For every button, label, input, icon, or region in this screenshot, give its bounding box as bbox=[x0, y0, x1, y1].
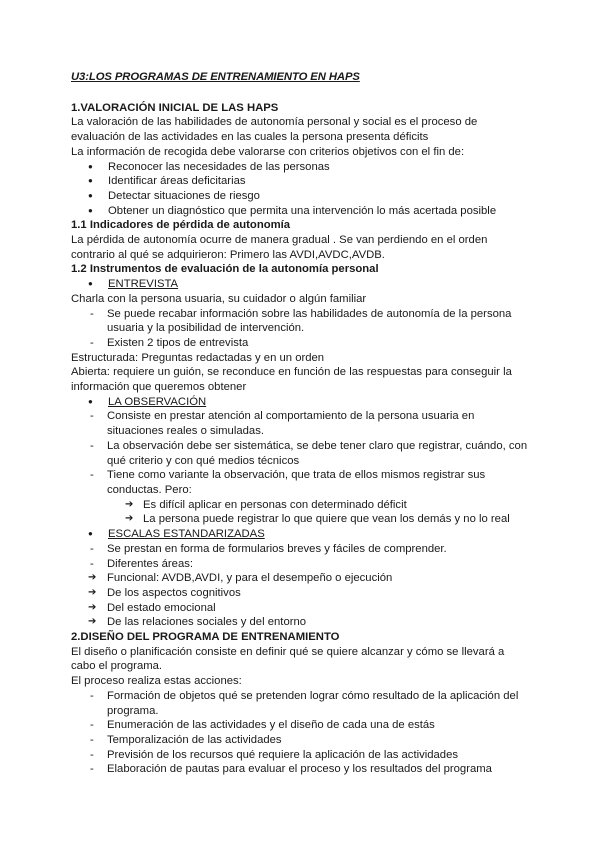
entrevista-label: ENTREVISTA bbox=[108, 278, 179, 291]
list-item: - Se prestan en forma de formularios breves y fáciles de comprender. bbox=[71, 542, 531, 557]
list-item: - Se puede recabar información sobre las habilidades de autonomía de la persona usuaria y la posibilidad de intervención. bbox=[71, 307, 531, 336]
list-item: ➔ La persona puede registrar lo que quiere que vean los demás y no lo real bbox=[71, 512, 531, 527]
section-2-heading: 2.DISEÑO DEL PROGRAMA DE ENTRENAMIENTO bbox=[71, 631, 340, 644]
bullet-list bbox=[71, 160, 531, 219]
paragraph: El proceso realiza estas acciones: bbox=[71, 675, 242, 688]
list-item: ● Identificar áreas deficitarias bbox=[71, 174, 531, 189]
dash-list bbox=[71, 689, 531, 777]
bullet-list bbox=[71, 395, 531, 410]
page-title: U3:LOS PROGRAMAS DE ENTRENAMIENTO EN HAPS bbox=[71, 71, 360, 83]
section-1-1-heading: 1.1 Indicadores de pérdida de autonomía bbox=[71, 219, 291, 232]
paragraph: Estructurada: Preguntas redactadas y en un orden bbox=[71, 351, 325, 364]
list-item: ➔ Del estado emocional bbox=[71, 601, 531, 616]
paragraph: Charla con la persona usuaria, su cuidador o algún familiar bbox=[71, 292, 367, 305]
arrow-list bbox=[71, 498, 531, 527]
list-item: ➔ De las relaciones sociales y del entorno bbox=[71, 615, 531, 630]
list-item bbox=[71, 527, 531, 542]
escalas-label: ESCALAS ESTANDARIZADAS bbox=[108, 528, 265, 541]
list-item: - Tiene como variante la observación, que trata de ellos mismos registrar sus conductas. Pero: bbox=[71, 468, 531, 497]
paragraph: La pérdida de autonomía ocurre de manera gradual . Se van perdiendo en el orden contrario al qué se adquirieron: Primero las AVDI,AVDC,AVDB. bbox=[71, 234, 488, 261]
list-item: - Enumeración de las actividades y el diseño de cada una de estás bbox=[71, 718, 531, 733]
list-item: ● Obtener un diagnóstico que permita una intervención lo más acertada posible bbox=[71, 204, 531, 219]
dash-list bbox=[71, 542, 531, 571]
list-item: - Elaboración de pautas para evaluar el proceso y los resultados del programa bbox=[71, 762, 531, 777]
list-item: ➔ De los aspectos cognitivos bbox=[71, 586, 531, 601]
paragraph: La información de recogida debe valorarse con criterios objetivos con el fin de: bbox=[71, 145, 465, 158]
bullet-list bbox=[71, 527, 531, 542]
dash-list bbox=[71, 307, 531, 351]
list-item: - La observación debe ser sistemática, se debe tener claro que registrar, cuándo, con qué criterio y con qué medios técnicos bbox=[71, 439, 531, 468]
list-item bbox=[71, 395, 531, 410]
dash-list bbox=[71, 409, 531, 497]
list-item: ● Detectar situaciones de riesgo bbox=[71, 189, 531, 204]
list-item bbox=[71, 277, 531, 292]
list-item: - Consiste en prestar atención al comportamiento de la persona usuaria en situaciones reales o simuladas. bbox=[71, 409, 531, 438]
document-page bbox=[71, 70, 531, 777]
list-item: - Diferentes áreas: bbox=[71, 557, 531, 572]
paragraph: El diseño o planificación consiste en definir qué se quiere alcanzar y cómo se llevará a cabo el programa. bbox=[71, 645, 505, 673]
list-item: - Previsión de los recursos qué requiere la aplicación de las actividades bbox=[71, 748, 531, 763]
arrow-list bbox=[71, 571, 531, 630]
list-item: ➔ Es difícil aplicar en personas con determinado déficit bbox=[71, 498, 531, 513]
list-item: ➔ Funcional: AVDB,AVDI, y para el desempeño o ejecución bbox=[71, 571, 531, 586]
bullet-list bbox=[71, 277, 531, 292]
list-item: - Formación de objetos qué se pretenden lograr cómo resultado de la aplicación del programa. bbox=[71, 689, 531, 718]
list-item: ● Reconocer las necesidades de las personas bbox=[71, 160, 531, 175]
list-item: - Temporalización de las actividades bbox=[71, 733, 531, 748]
paragraph: La valoración de las habilidades de autonomía personal y social es el proceso de evaluación de las actividades en las cuales la persona presenta déficits bbox=[71, 116, 478, 144]
paragraph: Abierta: requiere un guión, se reconduce en función de las respuestas para conseguir la información que queremos obtener bbox=[71, 366, 512, 394]
list-item: - Existen 2 tipos de entrevista bbox=[71, 336, 531, 351]
observacion-label: LA OBSERVACIÓN bbox=[108, 395, 207, 408]
section-1-2-heading: 1.2 Instrumentos de evaluación de la autonomía personal bbox=[71, 263, 379, 276]
section-1-heading: 1.VALORACIÓN INICIAL DE LAS HAPS bbox=[71, 101, 279, 114]
